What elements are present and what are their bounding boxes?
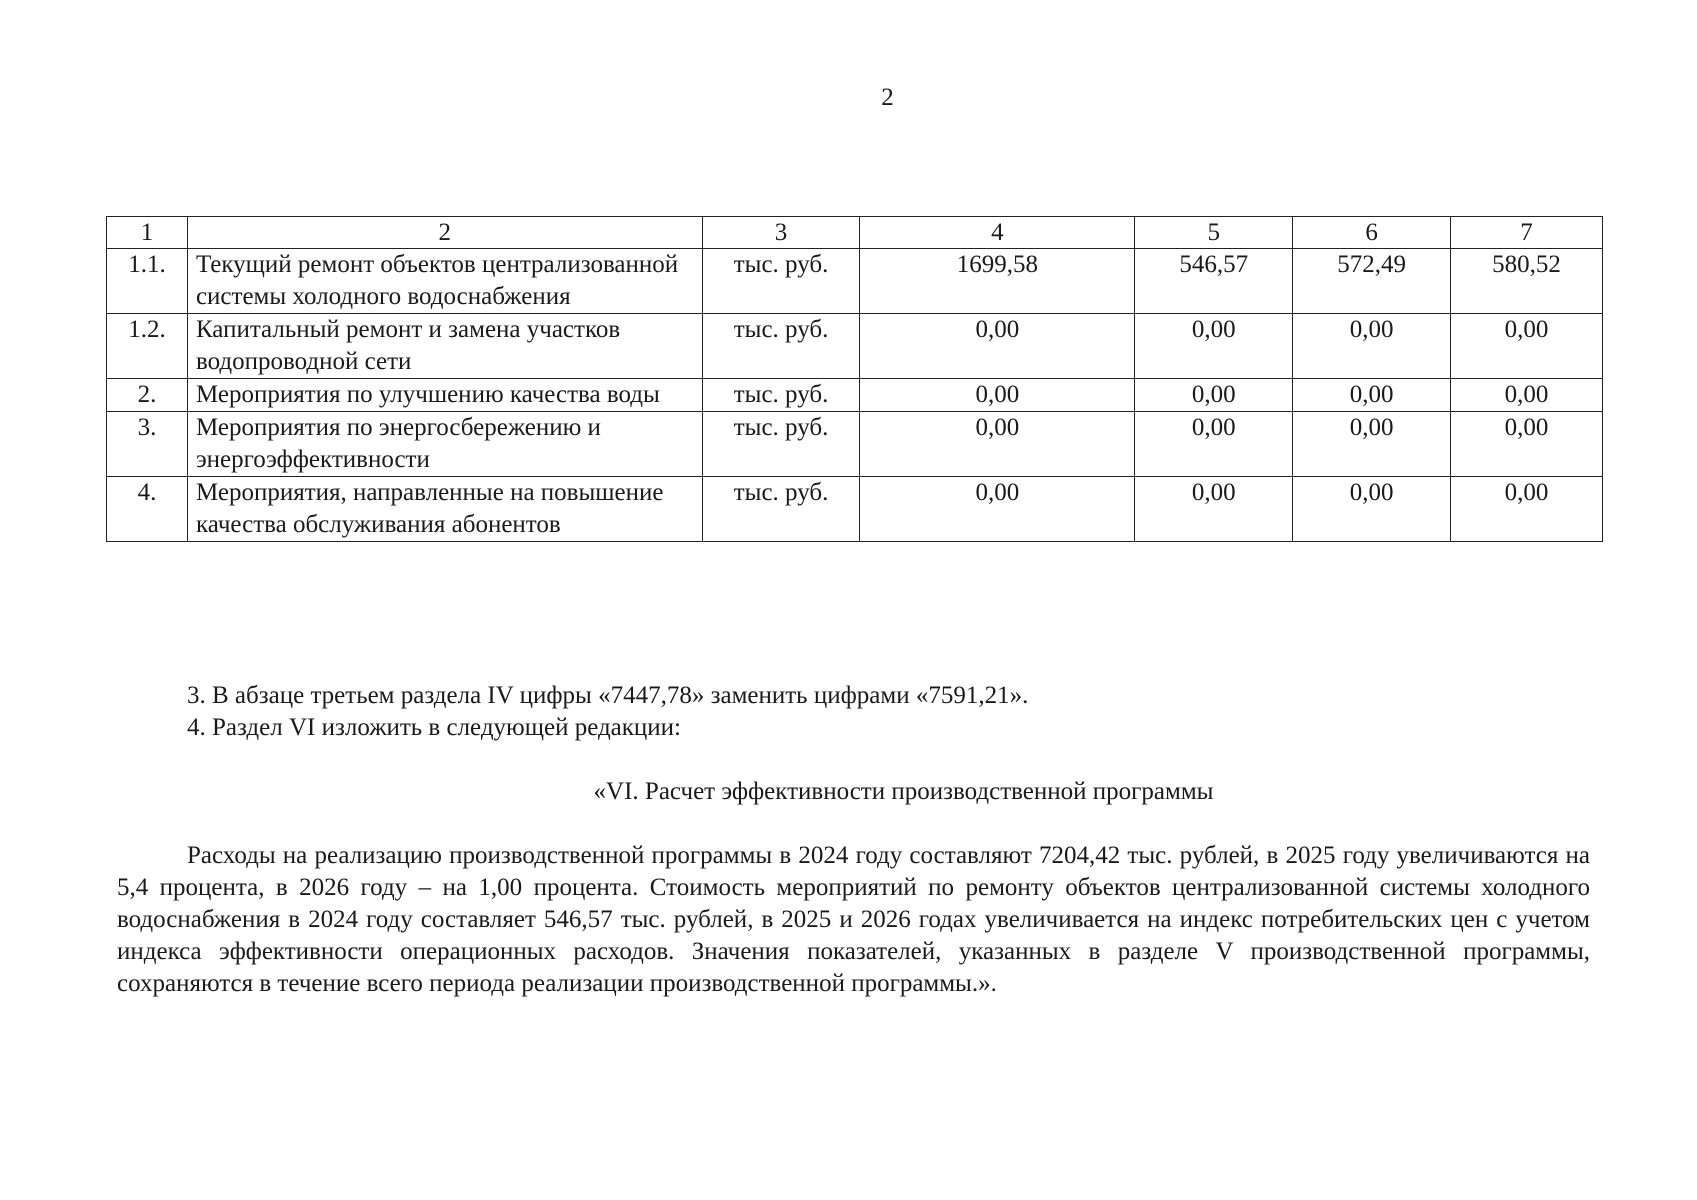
row-value-cell: 580,52 [1451, 249, 1603, 314]
row-unit-cell: тыс. руб. [702, 249, 860, 314]
row-name-cell: Мероприятия по энергосбережению и энергоэффективности [187, 412, 702, 477]
row-unit-cell: тыс. руб. [702, 314, 860, 379]
row-value-cell: 0,00 [1135, 412, 1293, 477]
row-value-cell: 546,57 [1135, 249, 1293, 314]
row-value-cell: 0,00 [1451, 314, 1603, 379]
row-number-cell: 1.2. [107, 314, 188, 379]
row-value-cell: 0,00 [860, 412, 1135, 477]
row-value-cell: 0,00 [1451, 477, 1603, 542]
table-row [107, 314, 1603, 379]
table-header-row [107, 217, 1603, 249]
column-header: 1 [107, 217, 188, 249]
paragraph-item-4: 4. Раздел VI изложить в следующей редакции: [187, 714, 682, 741]
column-header: 6 [1293, 217, 1451, 249]
row-name-cell: Текущий ремонт объектов централизованной системы холодного водоснабжения [187, 249, 702, 314]
row-name-cell: Капитальный ремонт и замена участков водопроводной сети [187, 314, 702, 379]
row-value-cell: 0,00 [1293, 314, 1451, 379]
page-number: 2 [881, 84, 894, 111]
row-value-cell: 0,00 [1135, 314, 1293, 379]
row-value-cell: 0,00 [1293, 379, 1451, 412]
row-value-cell: 0,00 [1135, 379, 1293, 412]
row-value-cell: 0,00 [1293, 477, 1451, 542]
row-unit-cell: тыс. руб. [702, 379, 860, 412]
section-title: «VI. Расчет эффективности производственной программы [593, 778, 1214, 805]
row-number-cell: 1.1. [107, 249, 188, 314]
row-value-cell: 1699,58 [860, 249, 1135, 314]
row-value-cell: 0,00 [860, 477, 1135, 542]
row-name-cell: Мероприятия, направленные на повышение качества обслуживания абонентов [187, 477, 702, 542]
table-row [107, 477, 1603, 542]
column-header: 2 [187, 217, 702, 249]
row-number-cell: 3. [107, 412, 188, 477]
row-unit-cell: тыс. руб. [702, 477, 860, 542]
section-body-text: Расходы на реализацию производственной программы в 2024 году составляют 7204,42 тыс. рублей, в 2025 году увеличиваются на 5,4 процента, в 2026 году – на 1,00 процента. Стоимость мероприятий по ремонту объектов централизованной системы холодного водоснабжения в 2024 году составляет 546,57 тыс. рублей, в 2025 и 2026 годах увеличивается на индекс потребительских цен с учетом индекса эффективности операционных расходов. Значения показателей, указанных в разделе V производственной программы, сохраняются в течение всего периода реализации производственной программы.». [117, 842, 1590, 997]
row-number-cell: 2. [107, 379, 188, 412]
column-header: 3 [702, 217, 860, 249]
row-unit-cell: тыс. руб. [702, 412, 860, 477]
row-value-cell: 0,00 [1293, 412, 1451, 477]
row-value-cell: 0,00 [860, 314, 1135, 379]
paragraph-item-3: 3. В абзаце третьем раздела IV цифры «7447,78» заменить цифрами «7591,21». [187, 682, 1029, 709]
row-number-cell: 4. [107, 477, 188, 542]
row-value-cell: 0,00 [860, 379, 1135, 412]
row-value-cell: 0,00 [1451, 412, 1603, 477]
row-value-cell: 0,00 [1135, 477, 1293, 542]
table-row [107, 379, 1603, 412]
budget-table [106, 216, 1603, 542]
row-value-cell: 0,00 [1451, 379, 1603, 412]
column-header: 5 [1135, 217, 1293, 249]
row-name-cell: Мероприятия по улучшению качества воды [187, 379, 702, 412]
table-row [107, 412, 1603, 477]
column-header: 7 [1451, 217, 1603, 249]
row-value-cell: 572,49 [1293, 249, 1451, 314]
table-row [107, 249, 1603, 314]
column-header: 4 [860, 217, 1135, 249]
